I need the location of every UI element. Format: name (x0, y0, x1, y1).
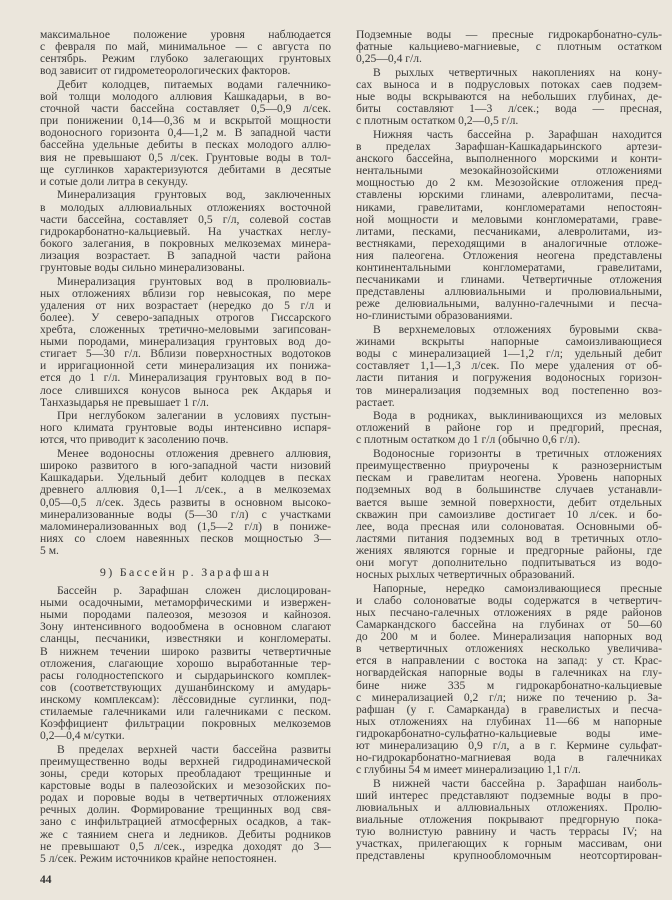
text-line: вод зависит от гидрометеорологических факторов. (40, 64, 291, 78)
text-line: В пределах верхней части бассейна развиты (57, 742, 331, 756)
text-line: пескам и гравелитам неогена. Уровень напорных (356, 471, 662, 485)
text-line: бассейна удельные дебиты в песках молодого аллю- (40, 138, 331, 152)
text-line: 0,25—0,4 г/л. (356, 52, 422, 66)
text-line: до 200 м и более. Минерализация напорных вод (356, 630, 662, 644)
paragraph (40, 585, 331, 742)
section-heading: 9) Бассейн р. Зарафшан (99, 565, 272, 579)
text-line: биты составляют 1—3 л/сек.; вода — пресная, (356, 102, 662, 116)
text-line: В верхнемеловых отложениях буровыми сква- (373, 323, 662, 337)
text-line: с глубины 54 м имеет минерализацию 1,1 г/л. (356, 763, 581, 777)
text-line: они могут дополнительно подпитываться из водо- (356, 556, 662, 569)
text-line: представлены крупнообломочным неотсортирован- (356, 849, 662, 863)
text-line: представлены аллювиальными и пролювиальными, (356, 285, 662, 299)
text-line: ной мощности и меловыми конгломератами, граве- (356, 212, 662, 226)
text-line: Минерализация грунтовых вод, заключенных (57, 188, 331, 202)
left-text-column (40, 29, 331, 865)
text-line: лизация возрастает. В западной части района (40, 248, 331, 262)
text-line: лювиальных и аллювиальных отложениях. Пролю- (356, 801, 662, 815)
text-line: же с таянием снега и ледников. Дебиты родников (40, 827, 331, 841)
text-line: вестняками, переходящими в аналогичные отложе- (356, 236, 662, 250)
text-line: сов (соответствующих душанбинскому и амударь- (40, 680, 331, 694)
paragraph (356, 129, 662, 323)
text-line: водоносного горизонта 0,4—1,2 м. В западной части (40, 126, 331, 140)
text-line: анского бассейна, выполненного морскими и конти- (356, 152, 662, 166)
text-line: Кашкадарьи. Удельный дебит колодцев в песках (40, 471, 331, 485)
text-line: с плотным остатком 0,2—0,5 г/л. (356, 114, 519, 128)
text-line: речных долин. Формирование трещинных вод свя- (40, 803, 331, 817)
text-line: 0,05—0,5 л/сек. Здесь развиты в основном высоко- (40, 495, 331, 509)
text-line: не превышают 0,5 л/сек., изредка доходят до 3— (40, 839, 331, 853)
text-line: тов минерализация подземных вод постепенно воз- (356, 383, 662, 397)
paragraph (356, 448, 662, 581)
text-line: минерализованные воды (5—30 г/л) с участками (40, 507, 331, 521)
text-line: ными осадочными, метаморфическими и извержен- (40, 596, 331, 610)
text-line: Танхазыдарья не превышает 1 г/л. (40, 395, 209, 409)
text-line: маломинерализованных вод (1,5—2 г/л) в пониже- (40, 519, 331, 533)
text-line: и ирригационной сети минерализация их понижа- (40, 359, 331, 373)
paragraph (356, 410, 662, 446)
paragraph (356, 324, 662, 409)
text-line: с плотным остатком до 1 г/л (обычно 0,6 г/л). (356, 433, 581, 447)
paragraph (40, 744, 331, 865)
paragraph (40, 79, 331, 188)
text-line: и сотые доли литра в секунду. (40, 174, 188, 188)
text-line: ногвардейская напорные воды в галечниках на глу- (356, 666, 662, 680)
text-line: грунтовые воды сильно минерализованы. (40, 260, 245, 274)
text-line: континентальными конгломератами, гравелитами, (356, 260, 662, 274)
text-line: скважин при самоизливе достигает 10 л/сек. и бо- (356, 507, 662, 521)
text-line: части бассейна, составляет 0,5 г/л, солевой состав (40, 212, 331, 226)
text-line: лее, вода пресная или солоноватая. Основными об- (356, 519, 662, 533)
text-line: В нижней части бассейна р. Зарафшан наиболь- (373, 776, 662, 790)
text-line: фатные кальциево-магниевые, с плотным остатком (356, 40, 662, 54)
text-line: вой толщи молодого аллювия Кашкадарьи, в во- (40, 90, 331, 104)
text-line: ного климата грунтовые воды интенсивно испаря- (40, 421, 331, 435)
text-line: родах и поровые воды в четвертичных отложениях (40, 791, 331, 805)
text-line: отложения, слагающие хорошо выработанные тер- (40, 656, 331, 670)
text-line: Коэффициент фильтрации покровных мелкоземов (40, 717, 331, 731)
text-line: мощностью до 2 км. Мезозойские отложения пред- (356, 176, 662, 190)
text-line: 5 л/сек. Режим источников крайне непостоянен. (40, 851, 277, 865)
text-line: бокого залегания, в покровных мелкоземах минера- (40, 236, 331, 250)
text-line: виальные отложения покрывают предгорную пока- (356, 813, 662, 827)
text-line: с февраля по май, минимальное — с августа по (40, 40, 331, 54)
text-line: В нижнем течении широко развиты четвертичные (40, 644, 331, 658)
text-line: нентальными мезокайнозойскими отложениями (356, 164, 662, 178)
text-line: при понижении 0,14—0,36 м и вскрытой мощности (40, 114, 331, 128)
text-line: отложений в районе гор и предгорий, пресная, (356, 421, 662, 435)
text-line: ные воды вскрываются на небольших глубинах, де- (356, 90, 662, 104)
text-line: рафшан (у г. Самарканда) в гравелистых и песча- (356, 702, 662, 716)
text-line: с минерализацией 0,2 г/л; ниже по течению р. За- (356, 690, 662, 704)
text-line: гидрокарбонатно-сульфатно-кальциевые воды име- (356, 726, 662, 740)
text-line: преимущественно приурочены к разнозернистым (356, 459, 662, 473)
text-line: ных отложениях на глубинах 11—66 м напорные (356, 714, 662, 728)
text-line: в четвертичных отложениях несколько увеличива- (356, 642, 662, 656)
text-line: песчаниками и глинами. Четвертичные отложения (356, 273, 662, 287)
text-line: инскому комплексам): лёссовидные суглинки, под- (40, 692, 331, 706)
text-line: сах выноса и в подрусловых потоках саев подзем- (356, 77, 662, 91)
text-line: литами, песками, песчаниками, алевролитами, из- (356, 224, 662, 238)
paragraph (40, 448, 331, 557)
text-line: сточной части бассейна составляет 0,5—0,9 л/сек. (40, 102, 331, 116)
text-line: гидрокарбонатно-кальциевый. На участках неглу- (40, 224, 331, 238)
text-line: ется до 1 г/л. Минерализация грунтовых вод в по- (40, 371, 331, 385)
text-line: древнего аллювия 0,1—1 л/сек., а в мелкоземах (40, 483, 331, 497)
text-line: никами, гравелитами, конгломератами непостоян- (356, 200, 662, 214)
text-line: 5 м. (40, 543, 59, 557)
paragraph (40, 276, 331, 409)
paragraph (40, 410, 331, 446)
text-line: более). У северо-западных отрогов Гиссарского (40, 310, 331, 324)
text-line: При неглубоком залегании в условиях пустын- (57, 409, 331, 423)
text-line: удаления от них возрастает (нередко до 5 г/л и (40, 298, 331, 312)
text-line: 0,2—0,4 м/сутки. (40, 729, 125, 743)
text-line: ными породами палеозоя, мезозоя и кайнозоя. (40, 608, 331, 622)
text-line: участках, прилегающих к горным массивам, они (356, 837, 662, 851)
text-line: преимущественно воды верхней гидродинамической (40, 755, 331, 768)
text-line: составляет 1,1—1,3 л/сек. По мере удаления от об- (356, 359, 662, 373)
text-line: подземных вод в большинстве случаев устанавли- (356, 483, 662, 497)
page-number: 44 (40, 874, 52, 886)
text-line: зано с инфильтрацией атмосферных осадков, а так- (40, 815, 331, 829)
text-line: в пределах Зарафшан-Кашкадарьинского артези- (356, 140, 662, 154)
text-line: сентябрь. Режим глубоко залегающих грунтовых (40, 52, 331, 66)
text-line: вия не превышают 0,5 л/сек. Грунтовые воды в тол- (40, 150, 331, 164)
text-line: ласти питания и погружения водоносных горизон- (356, 371, 662, 385)
text-line: Водоносные горизонты в третичных отложениях (373, 447, 662, 461)
text-line: хребта, сложенных третично-меловыми загипсован- (40, 323, 331, 337)
text-line: воды с минерализацией 1—1,2 г/л; удельный дебит (356, 347, 662, 361)
text-line: В рыхлых четвертичных накоплениях на кону- (373, 65, 662, 79)
text-line: ных отложениях вблизи гор невысокая, по мере (40, 286, 331, 300)
text-line: растает. (356, 395, 395, 409)
text-line: вается выше земной поверхности, дебит отдельных (356, 495, 662, 509)
text-line: Минерализация грунтовых вод в пролювиаль- (57, 274, 331, 288)
text-line: ставлены юрскими глинами, алевролитами, песча- (356, 188, 662, 202)
text-line: но-гидрокарбонатно-магниевая вода в галечниках (356, 751, 662, 765)
text-line: реже делювиальными, валунно-галечными и песча- (356, 297, 662, 311)
paragraph (40, 189, 331, 274)
text-line: ными породами, минерализация грунтовых вод до- (40, 335, 331, 349)
text-line: стигает 5—30 г/л. Вблизи поверхностных водотоков (40, 347, 331, 361)
text-line: и слабо солоноватые воды содержатся в четвертич- (356, 593, 662, 607)
text-line: ще суглинков характеризуются дебитами в десятые (40, 162, 331, 176)
text-line: Менее водоносны отложения древнего аллювия, (57, 447, 331, 461)
paragraph (356, 67, 662, 127)
text-line: Самаркандского бассейна на глубинах от 50—60 (356, 618, 662, 632)
text-line: Бассейн р. Зарафшан сложен дислоцирован- (57, 584, 331, 598)
text-line: расы голодностепского и сырдарьинского комплек- (40, 668, 331, 682)
text-line: жениях являются горные и предгорные районы, где (356, 543, 662, 557)
text-line: сланцы, песчаники, известняки и конгломераты. (40, 632, 331, 646)
text-line: ния палеогена. Отложения неогена представлены (356, 248, 662, 262)
text-line: ластями питания подземных вод в третичных отло- (356, 531, 662, 545)
text-line: ниях со слоем навеянных песков мощностью 3— (40, 531, 331, 545)
text-line: ют минерализацию 0,9 г/л, а в г. Кермине сульфат- (356, 739, 662, 752)
text-line: Вода в родниках, выклинивающихся из меловых (373, 409, 662, 423)
text-line: стилаемые галечниками или галечниками с песком. (40, 705, 331, 719)
text-line: но-глинистыми образованиями. (356, 309, 513, 323)
text-line: Нижняя часть бассейна р. Зарафшан находится (373, 127, 662, 141)
right-text-column (356, 29, 662, 863)
text-line: ются, что приводит к засолению почв. (40, 433, 229, 447)
text-line: тую волнистую равнину и часть террасы IV; на (356, 825, 662, 839)
text-line: Зону интенсивного водообмена в основном слагают (40, 620, 331, 634)
text-line: карстовые воды в палеозойских и мезозойских по- (40, 779, 331, 793)
text-line: ший интерес представляют подземные воды в про- (356, 788, 662, 802)
text-line: зоны, среди которых преобладают трещинные и (40, 767, 331, 781)
paragraph (356, 583, 662, 777)
text-line: Подземные воды — пресные гидрокарбонатно-суль- (356, 28, 662, 41)
text-line: ных песчано-галечных отложениях в ряде районов (356, 605, 662, 619)
text-line: носных рыхлых четвертичных образований. (356, 568, 575, 582)
text-line: максимальное положение уровня наблюдается (40, 28, 331, 41)
text-line: жинами вскрыты напорные самоизливающиеся (356, 335, 662, 349)
text-line: Напорные, нередко самоизливающиеся пресные (373, 581, 662, 595)
text-line: в молодых аллювиальных отложениях восточной (40, 200, 331, 214)
paragraph (40, 29, 331, 77)
paragraph (356, 778, 662, 863)
text-line: Дебит колодцев, питаемых водами галечнико- (57, 77, 331, 91)
text-line: бине ниже 335 м гидрокарбонатно-кальциевые (356, 678, 662, 692)
text-line: ется в направлении с востока на запад: у ст. Крас- (356, 654, 662, 668)
text-line: широко развитого в юго-западной части низовий (40, 459, 331, 473)
text-line: лосе слившихся конусов выноса рек Акдарья и (40, 383, 331, 397)
paragraph (356, 29, 662, 65)
